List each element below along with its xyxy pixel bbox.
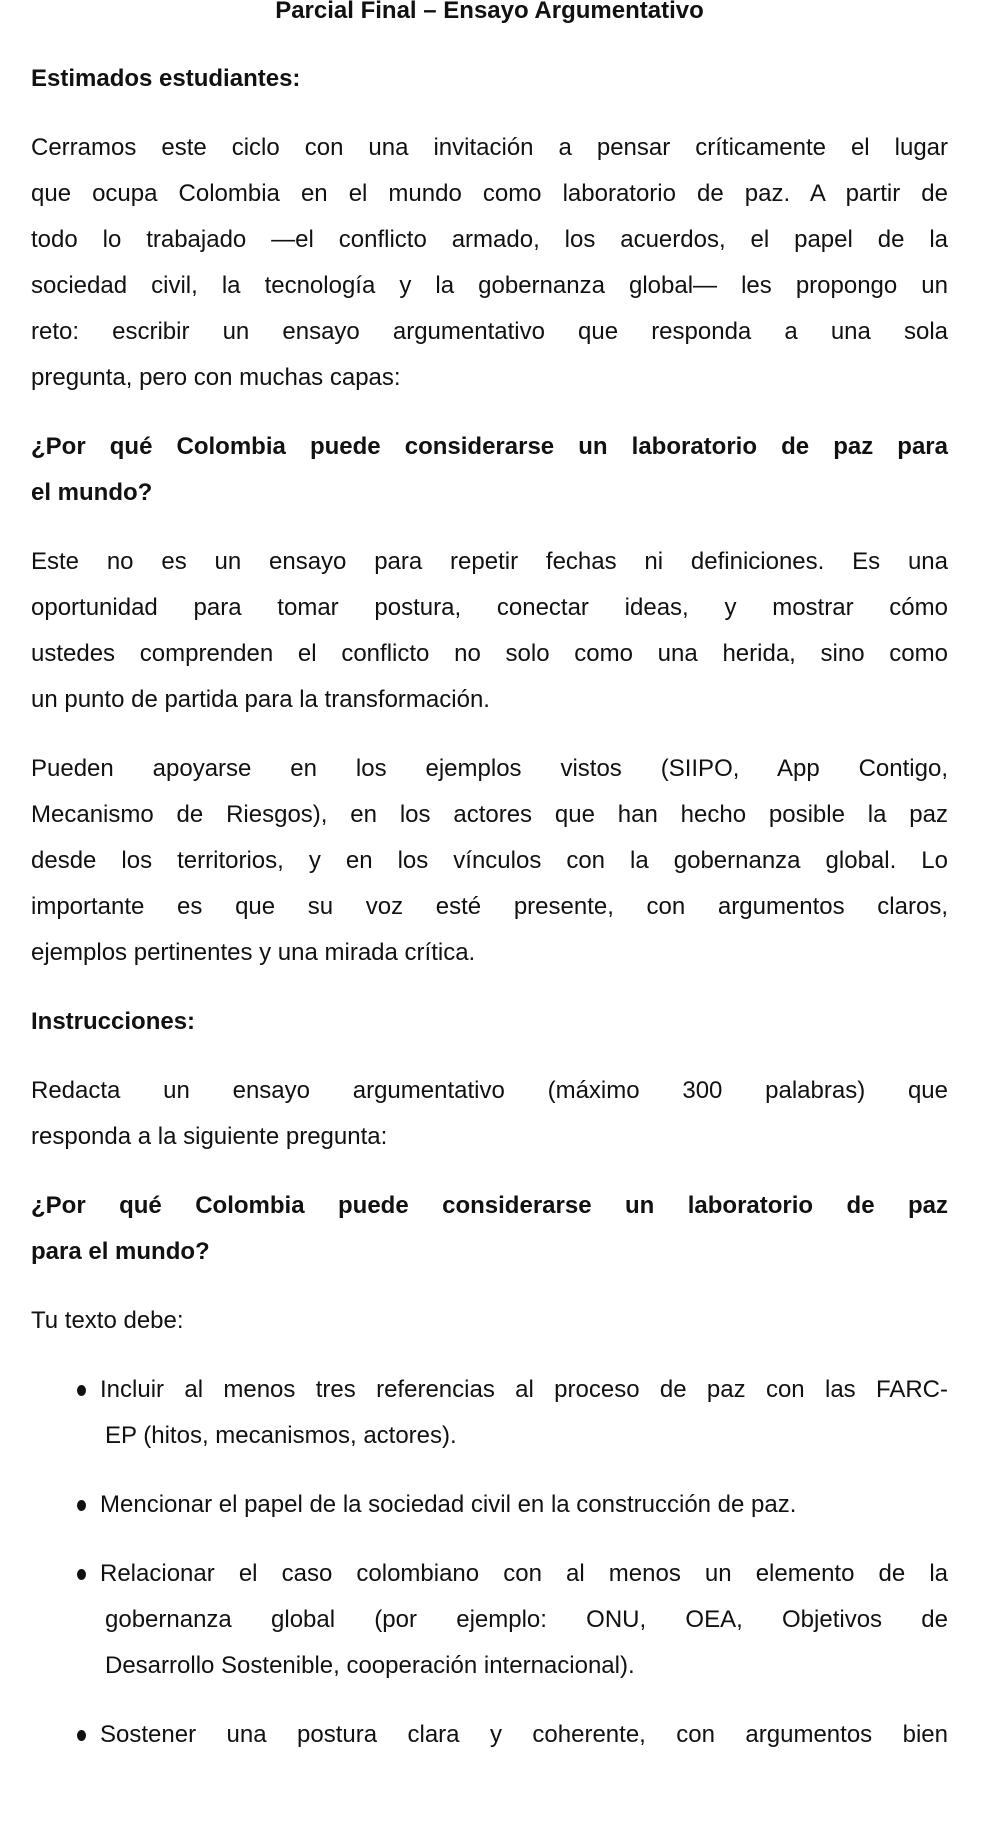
text-line: desde los territorios, y en los vínculos con la gobernanza global. Lo xyxy=(31,847,948,874)
text-line: Desarrollo Sostenible, cooperación internacional). xyxy=(105,1652,635,1679)
text-line: Cerramos este ciclo con una invitación a pensar críticamente el lugar xyxy=(31,134,948,161)
paragraph xyxy=(31,1068,948,1160)
text-line: para el mundo? xyxy=(31,1238,210,1265)
document-page xyxy=(31,0,948,1827)
bullet-item xyxy=(31,1367,948,1459)
section-heading xyxy=(31,424,948,516)
bullet-item xyxy=(31,1551,948,1689)
paragraph xyxy=(31,125,948,401)
text-line: importante es que su voz esté presente, con argumentos claros, xyxy=(31,893,948,920)
text-line: ¿Por qué Colombia puede considerarse un laboratorio de paz para xyxy=(31,433,948,460)
section-heading xyxy=(31,999,948,1045)
text-line: Mecanismo de Riesgos), en los actores que han hecho posible la paz xyxy=(31,801,948,828)
text-line: el mundo? xyxy=(31,479,153,506)
text-line: responda a la siguiente pregunta: xyxy=(31,1123,388,1150)
text-line: Este no es un ensayo para repetir fechas ni definiciones. Es una xyxy=(31,548,948,575)
paragraph xyxy=(31,746,948,976)
section-heading xyxy=(31,1183,948,1275)
bullet-item xyxy=(31,1482,948,1528)
text-line: Mencionar el papel de la sociedad civil en la construcción de paz. xyxy=(100,1491,797,1518)
text-line: Instrucciones: xyxy=(31,1008,196,1035)
text-line: reto: escribir un ensayo argumentativo que responda a una sola xyxy=(31,318,948,345)
paragraph xyxy=(31,1298,948,1344)
text-line: gobernanza global (por ejemplo: ONU, OEA, Objetivos de xyxy=(105,1606,948,1633)
text-line: un punto de partida para la transformación. xyxy=(31,686,490,713)
text-line: sociedad civil, la tecnología y la gobernanza global— les propongo un xyxy=(31,272,948,299)
text-line: ustedes comprenden el conflicto no solo como una herida, sino como xyxy=(31,640,948,667)
bullet-icon xyxy=(77,1730,86,1741)
section-heading xyxy=(31,56,948,102)
text-line: Estimados estudiantes: xyxy=(31,65,301,92)
text-line: oportunidad para tomar postura, conectar ideas, y mostrar cómo xyxy=(31,594,948,621)
bullet-icon xyxy=(77,1569,86,1580)
bullet-icon xyxy=(77,1385,86,1396)
document-title: Parcial Final – Ensayo Argumentativo xyxy=(275,0,704,24)
bullet-item xyxy=(31,1712,948,1804)
text-line: que ocupa Colombia en el mundo como laboratorio de paz. A partir de xyxy=(31,180,948,207)
paragraph xyxy=(31,539,948,723)
text-line: pregunta, pero con muchas capas: xyxy=(31,364,401,391)
text-line: Tu texto debe: xyxy=(31,1307,184,1334)
text-line: Incluir al menos tres referencias al proceso de paz con las FARC- xyxy=(100,1376,948,1403)
text-line: ¿Por qué Colombia puede considerarse un laboratorio de paz xyxy=(31,1192,948,1219)
text-line: EP (hitos, mecanismos, actores). xyxy=(105,1422,457,1449)
text-line xyxy=(105,1758,948,1804)
text-line: Relacionar el caso colombiano con al menos un elemento de la xyxy=(100,1560,948,1587)
bullet-icon xyxy=(77,1500,86,1511)
text-line: Redacta un ensayo argumentativo (máximo 300 palabras) que xyxy=(31,1077,948,1104)
text-line: Sostener una postura clara y coherente, con argumentos bien xyxy=(100,1721,948,1748)
text-line: todo lo trabajado —el conflicto armado, los acuerdos, el papel de la xyxy=(31,226,948,253)
document-body xyxy=(31,56,948,1804)
text-line: ejemplos pertinentes y una mirada crítica. xyxy=(31,939,476,966)
text-line: Pueden apoyarse en los ejemplos vistos (SIIPO, App Contigo, xyxy=(31,755,948,782)
